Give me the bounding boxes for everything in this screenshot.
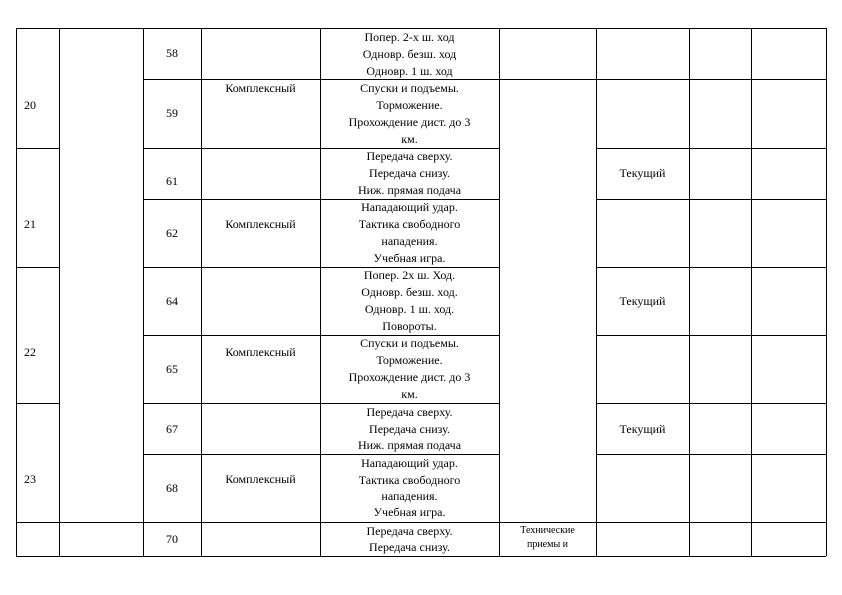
week-number: 21 (24, 217, 36, 231)
column-divider (689, 28, 690, 556)
lesson-content-line: Попер. 2-х ш. ход (364, 30, 455, 44)
lesson-content-line: Одновр. 1 ш. ход. (364, 302, 455, 316)
row-divider (596, 454, 826, 455)
lesson-content-line: Торможение. (376, 98, 443, 112)
lesson-number: 64 (166, 294, 178, 308)
lesson-content-line: Одновр. безш. ход. (361, 285, 458, 299)
lesson-content-line: км. (401, 132, 418, 146)
lesson-content-line: Попер. 2х ш. Ход. (363, 268, 456, 282)
week-number: 23 (24, 472, 36, 486)
lesson-content-line: Прохождение дист. до 3 (348, 370, 471, 384)
lesson-content-line: Тактика свободного (358, 473, 461, 487)
lesson-content-line: км. (401, 387, 418, 401)
row-divider (16, 267, 59, 268)
control-type: Текущий (619, 166, 666, 180)
row-divider (16, 403, 59, 404)
lesson-type: Комплексный (225, 217, 296, 231)
lesson-content-line: Тактика свободного (358, 217, 461, 231)
lesson-content-line: Спуски и подъемы. (360, 81, 459, 95)
row-divider (596, 267, 826, 268)
lesson-content-line: Учебная игра. (373, 505, 446, 519)
lesson-content-line: Передача снизу. (369, 422, 450, 436)
lesson-content-line: Учебная игра. (373, 251, 446, 265)
row-divider (596, 335, 826, 336)
lesson-content-line: Нападающий удар. (361, 456, 458, 470)
row-divider (596, 199, 826, 200)
table-border-left (16, 28, 17, 556)
row-divider (596, 403, 826, 404)
lesson-content-line: Передача сверху. (366, 405, 453, 419)
column-divider (59, 28, 60, 556)
lesson-content-line: Спуски и подъемы. (360, 336, 459, 350)
lesson-type: Комплексный (225, 81, 296, 95)
column-divider (499, 28, 500, 556)
lesson-number: 65 (166, 362, 178, 376)
lesson-content-line: Одновр. 1 ш. ход (366, 64, 453, 78)
lesson-content-line: Нападающий удар. (361, 200, 458, 214)
row-divider (16, 148, 59, 149)
lesson-content-line: нападения. (381, 489, 438, 503)
lesson-content-line: нападения. (381, 234, 438, 248)
lesson-content-line: Повороты. (382, 319, 437, 333)
lesson-number: 62 (166, 226, 178, 240)
lesson-content-line: Одновр. безш. ход (362, 47, 457, 61)
lesson-number: 70 (166, 532, 178, 546)
lesson-type: Комплексный (225, 472, 296, 486)
row-divider (596, 148, 826, 149)
lesson-number: 61 (166, 174, 178, 188)
lesson-number: 67 (166, 422, 178, 436)
lesson-content-line: Передача сверху. (366, 524, 453, 538)
lesson-content-line: Торможение. (376, 353, 443, 367)
lesson-number: 68 (166, 481, 178, 495)
lesson-content-line: Передача сверху. (366, 149, 453, 163)
table-border-right (826, 28, 827, 556)
table-border-bottom (16, 556, 826, 557)
lesson-number: 58 (166, 46, 178, 60)
lesson-type: Комплексный (225, 345, 296, 359)
lesson-content-line: Ниж. прямая подача (357, 438, 462, 452)
week-number: 22 (24, 345, 36, 359)
column-divider (751, 28, 752, 556)
control-type: Текущий (619, 422, 666, 436)
control-type: Текущий (619, 294, 666, 308)
week-number: 20 (24, 98, 36, 112)
lesson-number: 59 (166, 106, 178, 120)
lesson-content-line: Ниж. прямая подача (357, 183, 462, 197)
lesson-content-line: Передача снизу. (369, 166, 450, 180)
column-divider (596, 28, 597, 556)
lesson-content-line: Прохождение дист. до 3 (348, 115, 471, 129)
note-line: приемы и (526, 539, 569, 550)
lesson-content-line: Передача снизу. (369, 540, 450, 554)
note-line: Технические (520, 525, 575, 536)
